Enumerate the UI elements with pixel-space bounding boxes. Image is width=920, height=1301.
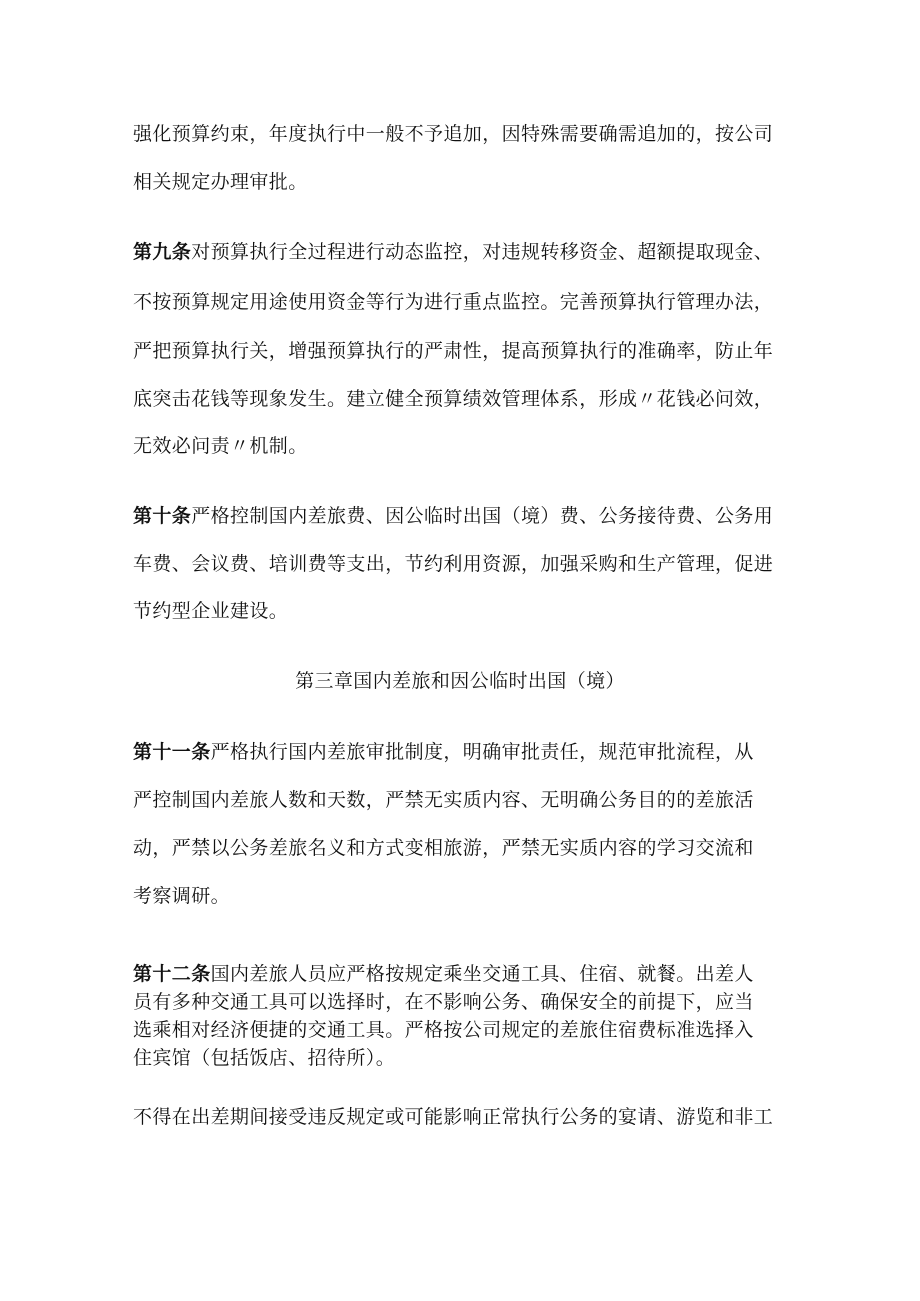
paragraph-line: 严把预算执行关，增强预算执行的严肃性，提高预算执行的准确率，防止年: [133, 340, 774, 362]
article-12-first-line: [133, 962, 793, 986]
paragraph-line: 员有多种交通工具可以选择时，在不影响公务、确保安全的前提下，应当: [133, 991, 754, 1013]
paragraph-line: 车费、会议费、培训费等支出，节约利用资源，加强采购和生产管理，促进: [133, 553, 774, 575]
paragraph-line: 选乘相对经济便捷的交通工具。严格按公司规定的差旅住宿费标准选择入: [133, 1019, 754, 1041]
article-text: 严格控制国内差旅费、因公临时出国（境）费、公务接待费、公务用: [191, 505, 774, 527]
article-text: 对预算执行全过程进行动态监控，对违规转移资金、超额提取现金、: [191, 241, 774, 263]
paragraph-line: 强化预算约束，年度执行中一般不予追加，因特殊需要确需追加的，按公司: [133, 123, 774, 145]
paragraph-line: 住宾馆（包括饭店、招待所）。: [133, 1047, 396, 1069]
paragraph-line: 相关规定办理审批。: [133, 171, 308, 193]
chapter-heading: 第三章国内差旅和因公临时出国（境）: [295, 670, 625, 692]
paragraph-line: 动，严禁以公务差旅名义和方式变相旅游，严禁无实质内容的学习交流和: [133, 837, 754, 859]
article-11-first-line: [133, 740, 793, 764]
article-label: 第十二条: [133, 963, 211, 985]
paragraph-line: 无效必问责〃机制。: [133, 435, 308, 457]
paragraph-line: 严控制国内差旅人数和天数，严禁无实质内容、无明确公务目的的差旅活: [133, 789, 754, 811]
article-9-first-line: [133, 240, 793, 264]
paragraph-line: 不得在出差期间接受违反规定或可能影响正常执行公务的宴请、游览和非工: [133, 1106, 774, 1128]
article-text: 严格执行国内差旅审批制度，明确审批责任，规范审批流程，从: [210, 741, 754, 763]
article-text: 国内差旅人员应严格按规定乘坐交通工具、住宿、就餐。出差人: [210, 963, 754, 985]
article-10-first-line: [133, 504, 793, 528]
paragraph-line: 不按预算规定用途使用资金等行为进行重点监控。完善预算执行管理办法，: [133, 291, 774, 313]
article-label: 第十一条: [133, 741, 211, 763]
paragraph-line: 节约型企业建设。: [133, 600, 289, 622]
article-label: 第十条: [133, 505, 192, 527]
paragraph-line: 底突击花钱等现象发生。建立健全预算绩效管理体系，形成〃花钱必问效，: [133, 388, 774, 410]
paragraph-line: 考察调研。: [133, 885, 231, 907]
article-label: 第九条: [133, 241, 192, 263]
